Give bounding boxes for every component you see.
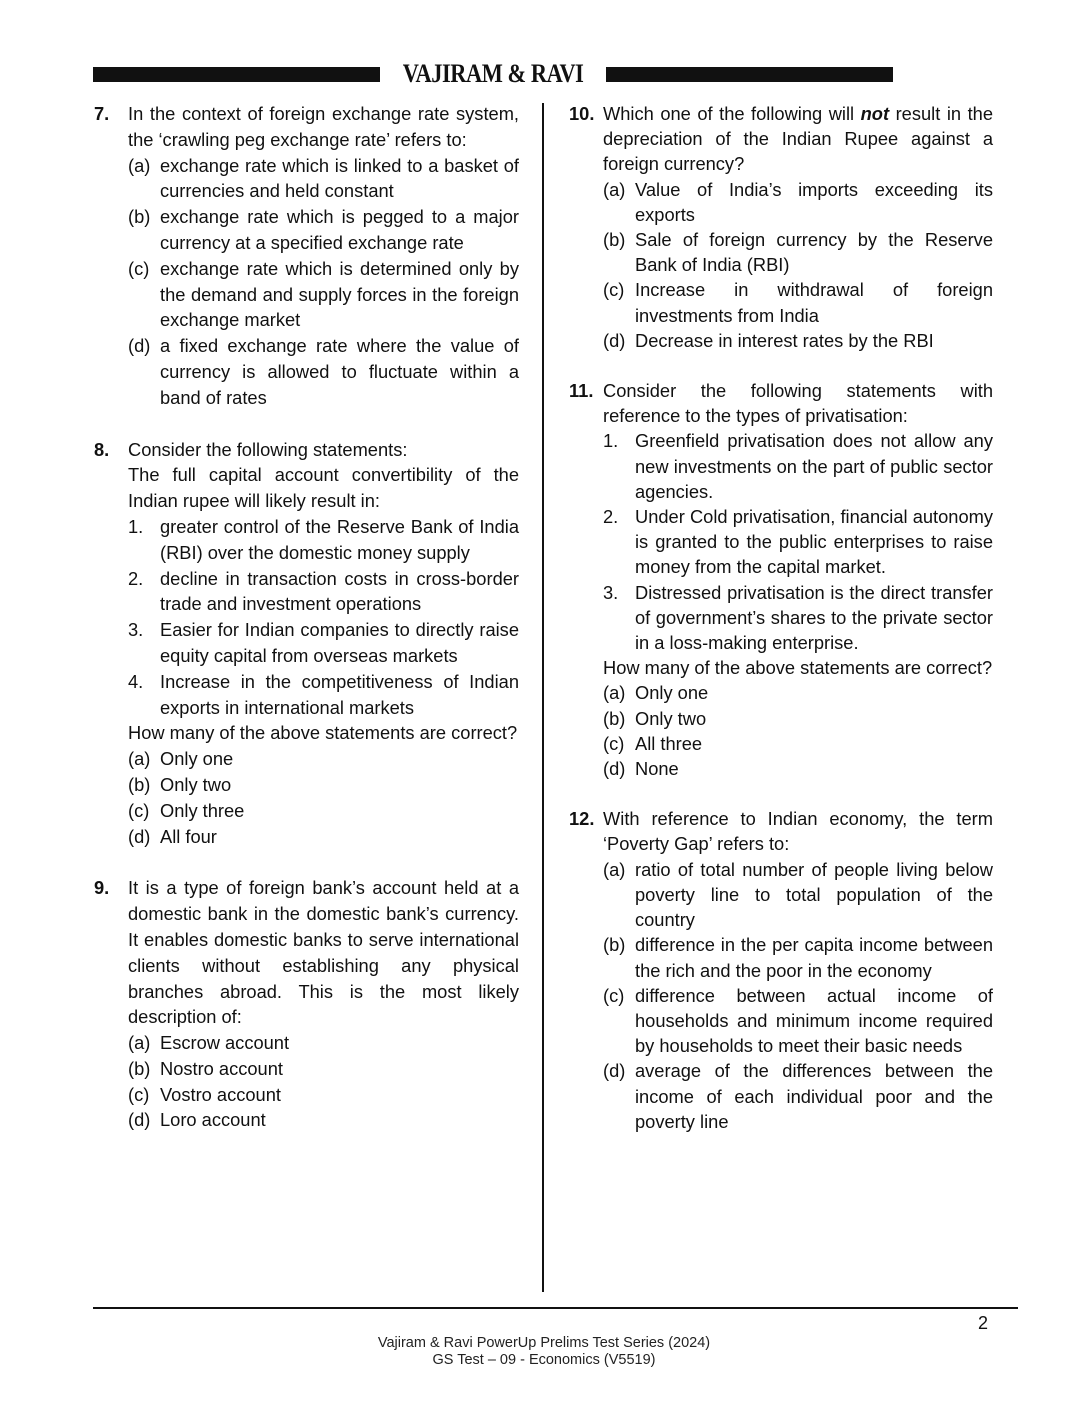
- option-label: (d): [128, 335, 151, 357]
- statement-label: 2.: [128, 567, 144, 589]
- statement-label: 3.: [128, 619, 144, 641]
- option-a[interactable]: [603, 177, 993, 227]
- statement-1: [128, 514, 519, 566]
- option-text: difference in the per capita income between the rich and the poor in the economy: [635, 934, 993, 981]
- option-a[interactable]: [128, 153, 519, 205]
- option-text: difference between actual income of households and minimum income required by households to meet their basic needs: [635, 984, 993, 1057]
- question-number: 8.: [94, 438, 110, 460]
- option-text: Vostro account: [160, 1083, 281, 1105]
- question-number: 7.: [94, 103, 110, 124]
- statement-3: [603, 580, 993, 656]
- question-number: 12.: [569, 808, 595, 830]
- footer-test-title: GS Test – 09 - Economics (V5519): [432, 1352, 656, 1368]
- option-b[interactable]: [128, 772, 519, 798]
- question-9: [94, 875, 519, 1133]
- option-label: (d): [603, 329, 626, 351]
- statement-1: [603, 428, 993, 504]
- option-label: (c): [128, 799, 150, 821]
- option-text: Nostro account: [160, 1057, 283, 1079]
- page-number: 2: [978, 1313, 989, 1333]
- question-number: 11.: [569, 380, 594, 402]
- option-b[interactable]: [128, 204, 519, 256]
- option-text: a fixed exchange rate where the value of currency is allowed to fluctuate within a band of rates: [160, 335, 519, 408]
- option-a[interactable]: [603, 857, 993, 933]
- option-label: (b): [603, 707, 626, 729]
- statement-label: 4.: [128, 670, 144, 692]
- option-label: (a): [128, 1032, 151, 1054]
- question-prompt: How many of the above statements are correct?: [603, 657, 993, 679]
- statement-3: [128, 617, 519, 669]
- statement-text: Increase in the competitiveness of Indian exports in international markets: [160, 670, 519, 718]
- option-text: average of the differences between the income of each individual poor and the poverty line: [635, 1060, 993, 1132]
- option-label: (d): [603, 1060, 626, 1082]
- option-c[interactable]: [603, 731, 993, 756]
- option-text: Increase in withdrawal of foreign investments from India: [635, 279, 993, 326]
- statement-text: greater control of the Reserve Bank of India (RBI) over the domestic money supply: [160, 515, 519, 563]
- question-stem: Consider the following statements with reference to the types of privatisation:: [603, 380, 993, 427]
- option-c[interactable]: [603, 277, 993, 327]
- option-d[interactable]: [128, 1107, 519, 1133]
- option-text: exchange rate which is pegged to a major currency at a specified exchange rate: [160, 206, 519, 253]
- option-c[interactable]: [128, 798, 519, 824]
- question-stem: With reference to Indian economy, the term ‘Poverty Gap’ refers to:: [603, 808, 993, 855]
- question-12: [569, 806, 993, 1134]
- stem-emphasis: not: [860, 103, 890, 124]
- question-stem: [603, 101, 993, 177]
- question-number: 9.: [94, 877, 110, 899]
- option-d[interactable]: [603, 756, 993, 781]
- option-text: Decrease in interest rates by the RBI: [635, 329, 934, 351]
- footer-rule: [93, 1307, 1018, 1309]
- option-b[interactable]: [603, 932, 993, 982]
- header-bar-left: [93, 67, 380, 82]
- option-label: (d): [128, 1109, 151, 1131]
- question-prompt: How many of the above statements are correct?: [128, 722, 518, 744]
- header-bar-right: [606, 67, 893, 82]
- option-label: (b): [603, 229, 626, 251]
- statement-text: Easier for Indian companies to directly raise equity capital from overseas markets: [160, 619, 519, 666]
- option-label: (b): [128, 773, 151, 795]
- option-a[interactable]: [128, 746, 519, 772]
- option-label: (b): [603, 934, 626, 956]
- stem-text: result in the depreciation of the Indian Rupee against a foreign currency?: [603, 103, 993, 175]
- option-label: (b): [128, 1057, 151, 1079]
- right-column: [569, 101, 993, 1159]
- page-header: [93, 59, 893, 88]
- option-text: All three: [635, 732, 703, 754]
- option-label: (a): [603, 858, 626, 880]
- option-text: Only two: [160, 773, 232, 795]
- option-b[interactable]: [603, 227, 993, 277]
- option-d[interactable]: [603, 328, 993, 353]
- option-label: (a): [128, 154, 151, 176]
- option-label: (a): [603, 682, 626, 704]
- option-d[interactable]: [128, 333, 519, 410]
- option-text: exchange rate which is linked to a basket of currencies and held constant: [160, 154, 519, 202]
- footer: [0, 1335, 1088, 1369]
- option-b[interactable]: [128, 1056, 519, 1082]
- option-text: Escrow account: [160, 1032, 290, 1054]
- question-stem-continued: The full capital account convertibility of the Indian rupee will likely result in:: [128, 464, 519, 512]
- statement-label: 3.: [603, 581, 619, 603]
- option-label: (b): [128, 206, 151, 228]
- option-label: (c): [603, 279, 625, 301]
- question-11: [569, 378, 993, 781]
- question-stem: It is a type of foreign bank’s account held at a domestic bank in the domestic bank’s currency. It enables domestic banks to serve international clients without establishing any physical branches abroad. This is the most likely description of:: [128, 877, 519, 1028]
- option-c[interactable]: [603, 983, 993, 1059]
- option-label: (a): [128, 748, 151, 770]
- question-7: [94, 101, 519, 411]
- option-text: Sale of foreign currency by the Reserve Bank of India (RBI): [635, 229, 993, 276]
- statement-text: decline in transaction costs in cross-border trade and investment operations: [160, 567, 519, 615]
- option-label: (a): [603, 178, 626, 200]
- option-c[interactable]: [128, 256, 519, 333]
- statement-text: Greenfield privatisation does not allow any new investments on the part of public sector agencies.: [635, 430, 993, 502]
- statement-4: [128, 669, 519, 721]
- option-text: Value of India’s imports exceeding its exports: [635, 178, 993, 225]
- option-text: Only two: [635, 707, 707, 729]
- option-text: None: [635, 758, 679, 780]
- option-label: (c): [603, 984, 625, 1006]
- option-text: Only three: [160, 799, 245, 821]
- option-c[interactable]: [128, 1082, 519, 1108]
- option-label: (c): [128, 257, 150, 279]
- option-text: ratio of total number of people living below poverty line to total population of the country: [635, 858, 993, 931]
- statement-label: 2.: [603, 506, 619, 528]
- option-d[interactable]: [603, 1058, 993, 1134]
- option-a[interactable]: [128, 1030, 519, 1056]
- option-d[interactable]: [128, 824, 519, 850]
- brand-title: VAJIRAM & RAVI: [402, 59, 584, 88]
- question-number: 10.: [569, 103, 595, 124]
- statement-2: [128, 566, 519, 618]
- statement-label: 1.: [128, 515, 144, 537]
- option-label: (d): [603, 758, 626, 780]
- statement-text: Under Cold privatisation, financial autonomy is granted to the public enterprises to raise money from the capital market.: [635, 506, 993, 578]
- statement-label: 1.: [603, 430, 619, 452]
- question-stem: In the context of foreign exchange rate system, the ‘crawling peg exchange rate’ refers to:: [128, 103, 519, 150]
- question-10: [569, 101, 993, 353]
- footer-series-title: Vajiram & Ravi PowerUp Prelims Test Series (2024): [377, 1335, 711, 1351]
- option-a[interactable]: [603, 680, 993, 705]
- option-text: exchange rate which is determined only by the demand and supply forces in the foreign exchange market: [160, 257, 519, 331]
- option-label: (d): [128, 825, 151, 847]
- option-text: Only one: [160, 748, 234, 770]
- stem-text: Which one of the following will: [603, 103, 861, 124]
- statement-text: Distressed privatisation is the direct transfer of government’s shares to the private sector in a loss-making enterprise.: [635, 581, 993, 654]
- option-text: Loro account: [160, 1109, 266, 1131]
- option-b[interactable]: [603, 706, 993, 731]
- column-divider: [542, 103, 544, 1292]
- statement-2: [603, 504, 993, 580]
- question-stem: Consider the following statements:: [128, 438, 408, 460]
- left-column: [94, 101, 519, 1159]
- question-8: [94, 437, 519, 850]
- option-label: (c): [128, 1083, 150, 1105]
- option-text: All four: [160, 825, 217, 847]
- option-text: Only one: [635, 682, 709, 704]
- option-label: (c): [603, 732, 625, 754]
